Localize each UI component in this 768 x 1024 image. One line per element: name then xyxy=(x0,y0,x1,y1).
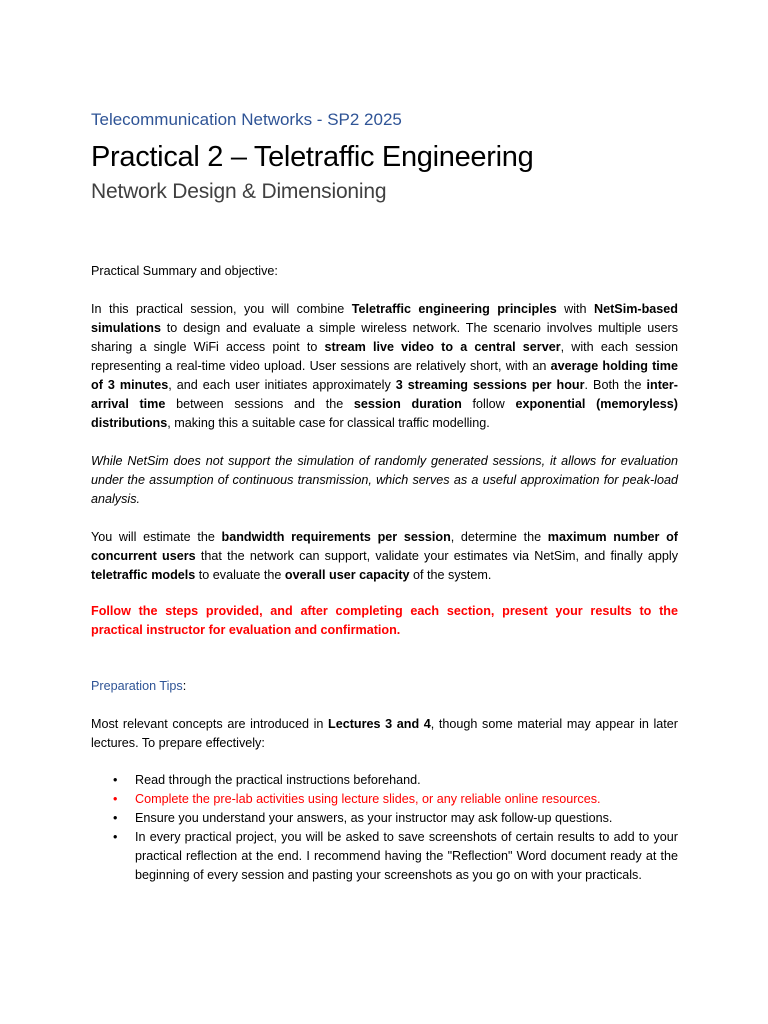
page-subtitle: Network Design & Dimensioning xyxy=(91,180,387,203)
instruction-notice: Follow the steps provided, and after completing each section, present your results to the practical instructor for evaluation and confirmation. xyxy=(91,604,678,637)
intro-text-2: with xyxy=(556,302,595,316)
intro-bold-2: NetSim-based simulations xyxy=(91,302,678,335)
preparation-tips-colon: : xyxy=(182,679,187,693)
list-item xyxy=(91,771,678,790)
tips-list xyxy=(91,771,678,885)
intro-bold-8: exponential (memoryless) distributions xyxy=(91,397,678,430)
tip-text: Complete the pre-lab activities using lecture slides, or any reliable online resources. xyxy=(135,792,601,806)
intro-paragraph xyxy=(91,300,678,433)
estimate-paragraph xyxy=(91,528,678,585)
bullet-icon: • xyxy=(113,792,118,806)
estimate-bold-4: overall user capacity xyxy=(284,568,410,582)
tip-text: Read through the practical instructions beforehand. xyxy=(135,773,421,787)
estimate-bold-3: teletraffic models xyxy=(91,568,196,582)
bullet-icon: • xyxy=(113,773,118,787)
intro-text-1: In this practical session, you will combine xyxy=(91,302,352,316)
relevant-text-2: , though some material may appear in later lectures. To prepare effectively: xyxy=(91,717,678,750)
intro-text-6: . Both the xyxy=(584,378,647,392)
intro-bold-7: session duration xyxy=(353,397,462,411)
intro-text-5: , and each user initiates approximately xyxy=(168,378,396,392)
intro-text-4: , with each session representing a real-time video upload. User sessions are relatively short, with an xyxy=(91,340,678,373)
list-item xyxy=(91,828,678,885)
italic-note: While NetSim does not support the simulation of randomly generated sessions, it allows for evaluation under the assumption of continuous transmission, which serves as a useful approximation for peak-load analysis. xyxy=(91,454,678,506)
list-item xyxy=(91,809,678,828)
tip-text: Ensure you understand your answers, as your instructor may ask follow-up questions. xyxy=(135,811,613,825)
course-name: Telecommunication Networks - SP2 2025 xyxy=(91,110,402,129)
relevant-bold-1: Lectures 3 and 4 xyxy=(328,717,431,731)
intro-text-7: between sessions and the xyxy=(165,397,354,411)
estimate-text-2: , determine the xyxy=(450,530,548,544)
estimate-bold-2: maximum number of concurrent users xyxy=(91,530,678,563)
intro-text-8: follow xyxy=(461,397,516,411)
estimate-text-4: to evaluate the xyxy=(195,568,285,582)
intro-bold-1: Teletraffic engineering principles xyxy=(351,302,557,316)
document-page xyxy=(91,108,678,885)
relevant-concepts-paragraph xyxy=(91,715,678,753)
list-item xyxy=(91,790,678,809)
intro-bold-3: stream live video to a central server xyxy=(324,340,561,354)
preparation-tips-title: Preparation Tips xyxy=(91,679,183,693)
estimate-bold-1: bandwidth requirements per session xyxy=(221,530,451,544)
estimate-text-1: You will estimate the xyxy=(91,530,222,544)
preparation-tips-heading xyxy=(91,677,678,696)
intro-bold-4: average holding time of 3 minutes xyxy=(91,359,679,392)
tip-text: In every practical project, you will be asked to save screenshots of certain results to add to your practical reflection at the end. I recommend having the "Reflection" Word document ready at the beginning of every session and pasting your screenshots as you go on with your practicals. xyxy=(135,830,678,882)
estimate-text-3: that the network can support, validate your estimates via NetSim, and finally apply xyxy=(195,549,679,563)
intro-bold-6: inter-arrival time xyxy=(91,378,678,411)
relevant-text-1: Most relevant concepts are introduced in xyxy=(91,717,329,731)
bullet-icon: • xyxy=(113,830,118,844)
intro-text-9: , making this a suitable case for classical traffic modelling. xyxy=(167,416,490,430)
intro-bold-5: 3 streaming sessions per hour xyxy=(395,378,585,392)
page-title: Practical 2 – Teletraffic Engineering xyxy=(91,141,534,173)
estimate-text-5: of the system. xyxy=(409,568,492,582)
intro-text-3: to design and evaluate a simple wireless network. The scenario involves multiple users sharing a single WiFi access point to xyxy=(91,321,678,354)
bullet-icon: • xyxy=(113,811,118,825)
summary-label: Practical Summary and objective: xyxy=(91,264,278,278)
